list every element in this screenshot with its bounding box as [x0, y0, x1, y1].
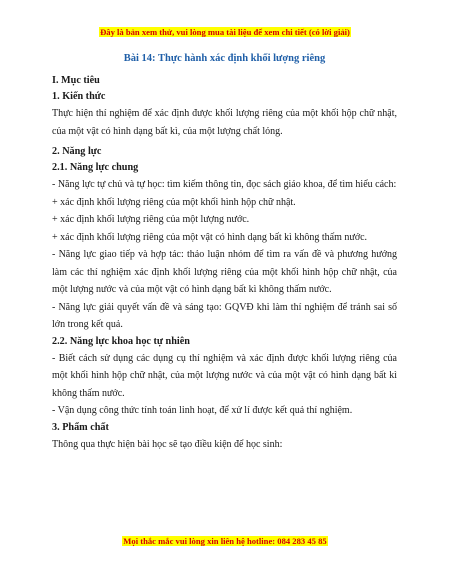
section-heading-objectives: I. Mục tiêu: [52, 75, 100, 86]
paragraph-problem-solving: - Năng lực giải quyết vấn đề và sáng tạo: GQVĐ khi làm thí nghiệm để tránh sai số lớn trong kết quả.: [52, 301, 397, 330]
hotline-notice-banner: [0, 536, 450, 546]
list-item-object-density: + xác định khối lượng riêng của một vật có hình dạng bất kì không thấm nước.: [52, 231, 368, 243]
preview-notice-banner: [0, 27, 450, 37]
list-item-box-density: + xác định khối lượng riêng của một khối hình hộp chữ nhật.: [52, 196, 296, 208]
preview-notice-text: Đây là bản xem thử, vui lòng mua tài liệu để xem chi tiết (có lời giải): [100, 27, 350, 37]
paragraph-self-study: - Năng lực tự chủ và tự học: tìm kiếm thông tin, đọc sách giáo khoa, để tìm hiểu cách:: [52, 179, 397, 190]
section-heading-competence: 2. Năng lực: [52, 146, 102, 157]
paragraph-use-equipment: - Biết cách sử dụng các dụng cụ thí nghiệm và xác định được khối lượng riêng của một khối hình hộp chữ nhật, của một lượng nước và của một vật có hình dạng bất kì không thấm nước.: [52, 352, 397, 399]
document-body: [52, 52, 397, 453]
section-heading-general-competence: 2.1. Năng lực chung: [52, 162, 139, 173]
lesson-title: Bài 14: Thực hành xác định khối lượng riêng: [123, 53, 326, 64]
section-heading-qualities: 3. Phẩm chất: [52, 421, 109, 433]
paragraph-communication: - Năng lực giao tiếp và hợp tác: thảo luận nhóm để tìm ra vấn đề và phương hướng làm các thí nghiệm xác định khối lượng riêng của một khối hình hộp chữ nhật, của một lượng nước và của một vật có hình dạng bất kì không thấm nước.: [52, 249, 397, 295]
paragraph-qualities-intro: Thông qua thực hiện bài học sẽ tạo điều kiện để học sinh:: [52, 438, 283, 450]
section-heading-knowledge: 1. Kiến thức: [52, 91, 106, 102]
paragraph-knowledge: Thực hiện thí nghiệm để xác định được khối lượng riêng của một khối hộp chữ nhật, của một vật có hình dạng bất kì, của một lượng chất lỏng.: [52, 108, 397, 137]
paragraph-apply-formula: - Vận dụng công thức tính toán linh hoạt, để xử lí được kết quả thí nghiệm.: [52, 405, 353, 416]
hotline-notice-text: Mọi thắc mắc vui lòng xin liên hệ hotline: 084 283 45 85: [123, 536, 327, 546]
section-heading-science-competence: 2.2. Năng lực khoa học tự nhiên: [52, 335, 190, 347]
list-item-water-density: + xác định khối lượng riêng của một lượng nước.: [52, 214, 250, 225]
